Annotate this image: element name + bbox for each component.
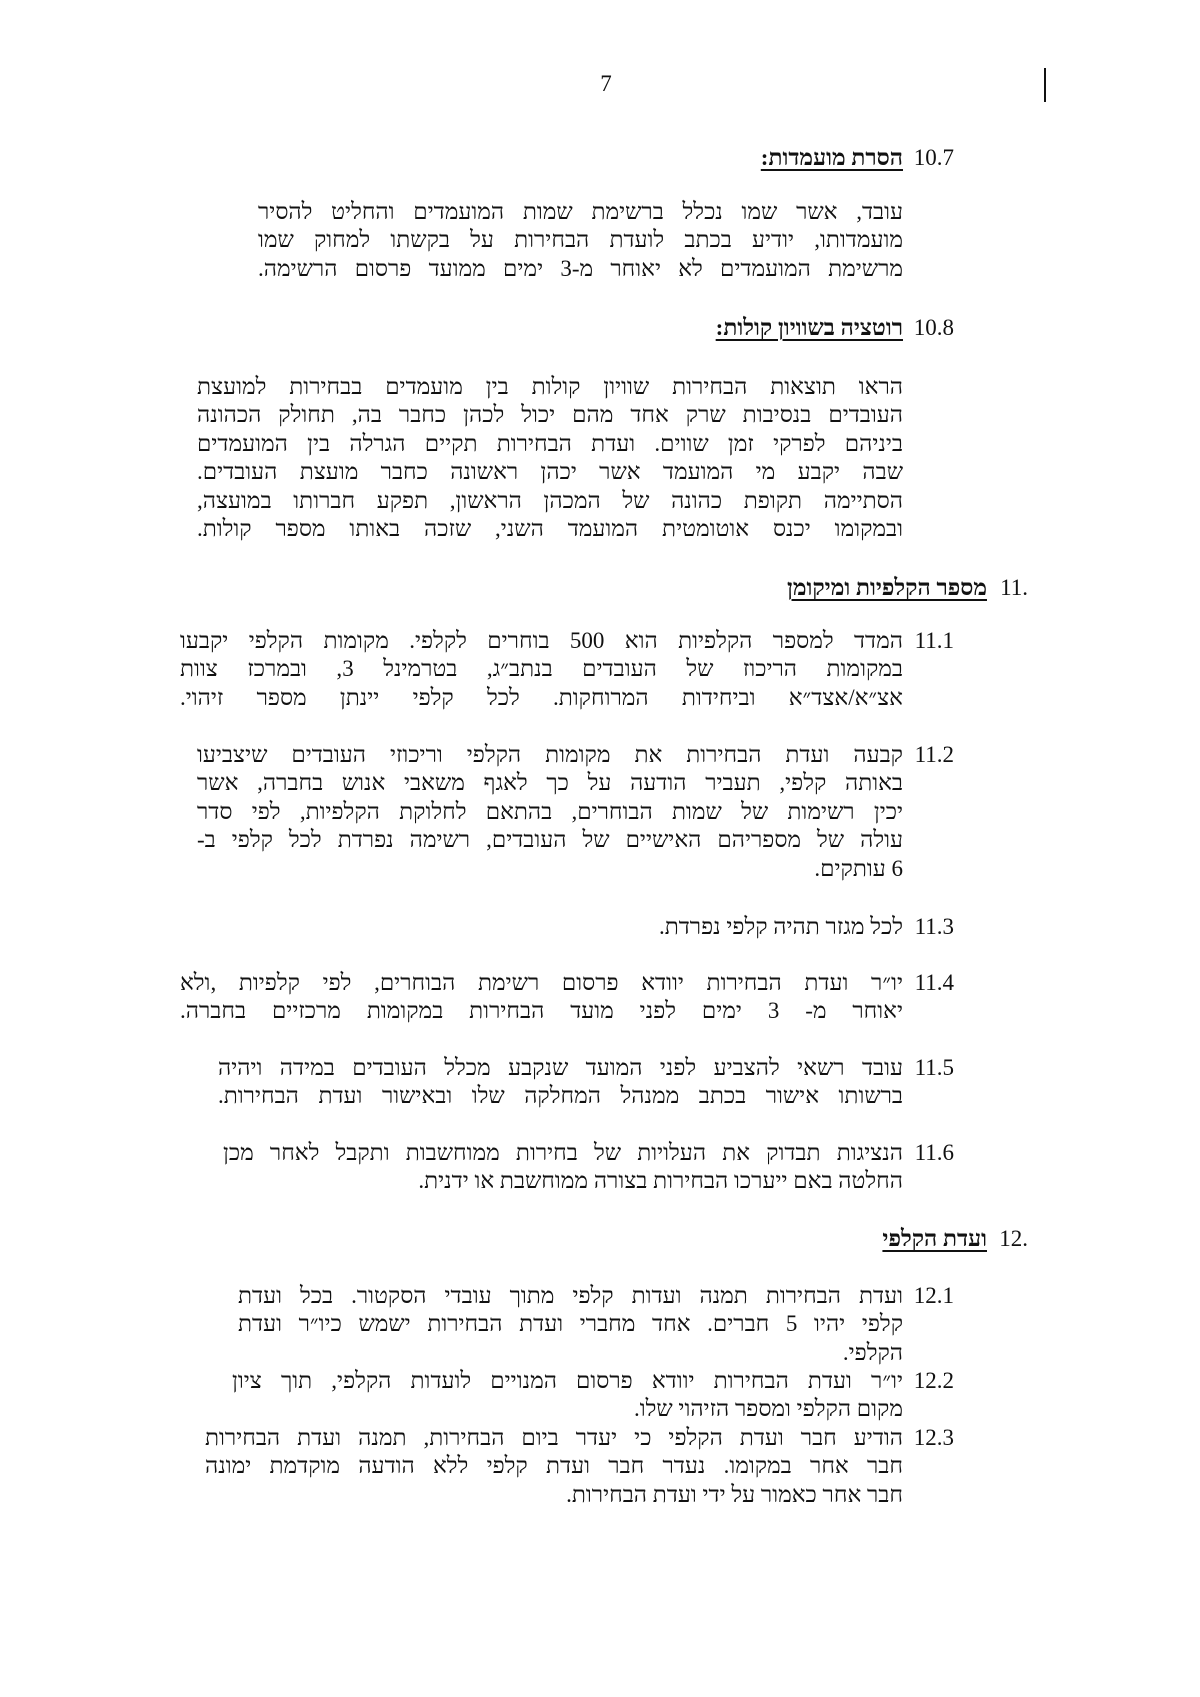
section-number: 10.8	[913, 315, 954, 340]
paragraph-line: אצ״א/אצד״א וביחידות המרוחקות. לכל קלפי יינתן מספר זיהוי.	[180, 684, 903, 710]
paragraph-line: הודיע חבר ועדת הקלפי כי יעדר ביום הבחירות, תמנה ועדת הבחירות	[205, 1425, 903, 1450]
clause-number: 12.2	[913, 1368, 954, 1393]
clause-11-1	[180, 627, 954, 712]
paragraph-line: חבר אחר כאמור על ידי ועדת הבחירות.	[566, 1481, 903, 1507]
clause-text	[238, 1282, 903, 1367]
paragraph-line: יאוחר מ- 3 ימים לפני מועד הבחירות במקומות מרכזיים בחברה.	[180, 998, 903, 1024]
paragraph-line: יו״ר ועדת הבחירות יוודא פרסום המנויים לועדות הקלפי, תוך ציון	[232, 1368, 903, 1393]
paragraph-line: מקום הקלפי ומספר הזיהוי שלו.	[633, 1396, 903, 1422]
section-title: רוטציה בשוויון קולות:	[715, 315, 903, 340]
paragraph-line: יכין רשימות של שמות הבוחרים, בהתאם לחלוקת הקלפיות, לפי סדר	[197, 798, 903, 824]
section-title: ועדת הקלפי	[882, 1226, 987, 1251]
paragraph-line: החלטה באם ייערכו הבחירות בצורה ממוחשבת או ידנית.	[418, 1168, 903, 1194]
clause-number: 12.1	[913, 1283, 954, 1308]
clause-number: 11.6	[914, 1140, 954, 1165]
clause-text	[197, 913, 903, 941]
paragraph-line: המדד למספר הקלפיות הוא 500 בוחרים לקלפי. מקומות הקלפי יקבעו	[180, 628, 903, 653]
paragraph-line: הנציגות תבדוק את העלויות של בחירות ממוחשבות ותקבל לאחר מכן	[223, 1140, 903, 1165]
paragraph-line: העובדים בנסיבות שרק אחד מהם יכול לכהן כחבר בה, תחולק הכהונה	[197, 402, 903, 428]
revision-change-bar	[1044, 68, 1046, 102]
section-heading-11	[787, 574, 1028, 602]
paragraph-line: חבר אחר במקומו. נעדר חבר ועדת קלפי ללא הודעה מוקדמת ימונה	[205, 1453, 903, 1479]
clause-text	[218, 1054, 903, 1111]
section-number: 12.	[999, 1226, 1028, 1251]
paragraph-line: ובמקומו יכנס אוטומטית המועמד השני, שזכה באותו מספר קולות.	[197, 516, 903, 542]
clause-11-3	[197, 913, 954, 941]
paragraph-line: שבה יקבע מי המועמד אשר יכהן ראשונה כחבר מועצת העובדים.	[197, 459, 903, 485]
paragraph-line: ביניהם לפרקי זמן שווים. ועדת הבחירות תקיים הגרלה בין המועמדים	[197, 430, 903, 456]
clause-text	[205, 1424, 903, 1509]
paragraph-line: קבעה ועדת הבחירות את מקומות הקלפי וריכוזי העובדים שיצביעו	[197, 742, 903, 767]
paragraph-line: עולה של מספריהם האישיים של העובדים, רשימה נפרדת לכל קלפי ב-	[197, 827, 903, 853]
section-title: מספר הקלפיות ומיקומן	[786, 575, 987, 600]
paragraph-line: הראו תוצאות הבחירות שוויון קולות בין מועמדים בבחירות למועצת	[197, 374, 903, 399]
paragraph-line: הסתיימה תקופת כהונה של המכהן הראשון, תפקע חברותו במועצה,	[197, 487, 903, 513]
clause-12-3	[205, 1424, 954, 1509]
paragraph-line: עובד, אשר שמו נכלל ברשימת שמות המועמדים והחליט להסיר	[258, 199, 903, 224]
clause-number: 12.3	[913, 1425, 954, 1450]
section-paragraph-10-8	[197, 373, 903, 543]
paragraph-line: ועדת הבחירות תמנה ועדות קלפי מתוך עובדי הסקטור. בכל ועדת	[238, 1283, 903, 1308]
clause-text	[180, 627, 903, 712]
clause-11-5	[218, 1054, 954, 1111]
paragraph-line: במקומות הריכוז של העובדים בנתב״ג, בטרמינל 3, ובמרכז צוות	[180, 656, 903, 682]
clause-number: 11.5	[914, 1055, 954, 1080]
clause-11-2	[197, 741, 954, 883]
section-title: הסרת מועמדות:	[760, 145, 903, 170]
section-number: 11.	[1000, 575, 1028, 600]
section-number: 10.7	[913, 145, 954, 170]
clause-12-1	[238, 1282, 954, 1367]
clause-text	[197, 741, 903, 883]
paragraph-line: באותה קלפי, תעביר הודעה על כך לאגף משאבי אנוש בחברה, אשר	[197, 770, 903, 796]
section-paragraph-10-7	[258, 198, 903, 283]
clause-number: 11.1	[914, 628, 954, 653]
clause-11-6	[223, 1139, 954, 1196]
clause-number: 11.2	[914, 742, 954, 767]
page-number: 7	[600, 71, 612, 96]
clause-text	[180, 969, 903, 1026]
clause-text	[223, 1139, 903, 1196]
clause-text	[232, 1367, 903, 1424]
clause-number: 11.4	[914, 970, 954, 995]
paragraph-line: עובד רשאי להצביע לפני המועד שנקבע מכלל העובדים במידה ויהיה	[218, 1055, 903, 1080]
clause-number: 11.3	[914, 914, 954, 939]
paragraph-line: הקלפי.	[842, 1339, 903, 1365]
paragraph-line: יו״ר ועדת הבחירות יוודא פרסום רשימת הבוחרים, לפי קלפיות ,ולא	[180, 970, 903, 995]
clause-11-4	[180, 969, 954, 1026]
clause-12-2	[232, 1367, 954, 1424]
paragraph-line: לכל מגזר תהיה קלפי נפרדת.	[658, 914, 903, 939]
paragraph-line: ברשותו אישור בכתב ממנהל המחלקה שלו ובאישור ועדת הבחירות.	[218, 1083, 903, 1109]
paragraph-line: 6 עותקים.	[814, 855, 903, 881]
section-heading-12	[882, 1225, 1028, 1253]
paragraph-line: מרשימת המועמדים לא יאוחר מ-3 ימים ממועד פרסום הרשימה.	[258, 255, 904, 281]
section-heading-10-7	[761, 144, 954, 172]
paragraph-line: קלפי יהיו 5 חברים. אחד מחברי ועדת הבחירות ישמש כיו״ר ועדת	[238, 1311, 903, 1337]
paragraph-line: מועמדותו, יודיע בכתב לועדת הבחירות על בקשתו למחוק שמו	[258, 227, 903, 253]
section-heading-10-8	[716, 314, 954, 342]
